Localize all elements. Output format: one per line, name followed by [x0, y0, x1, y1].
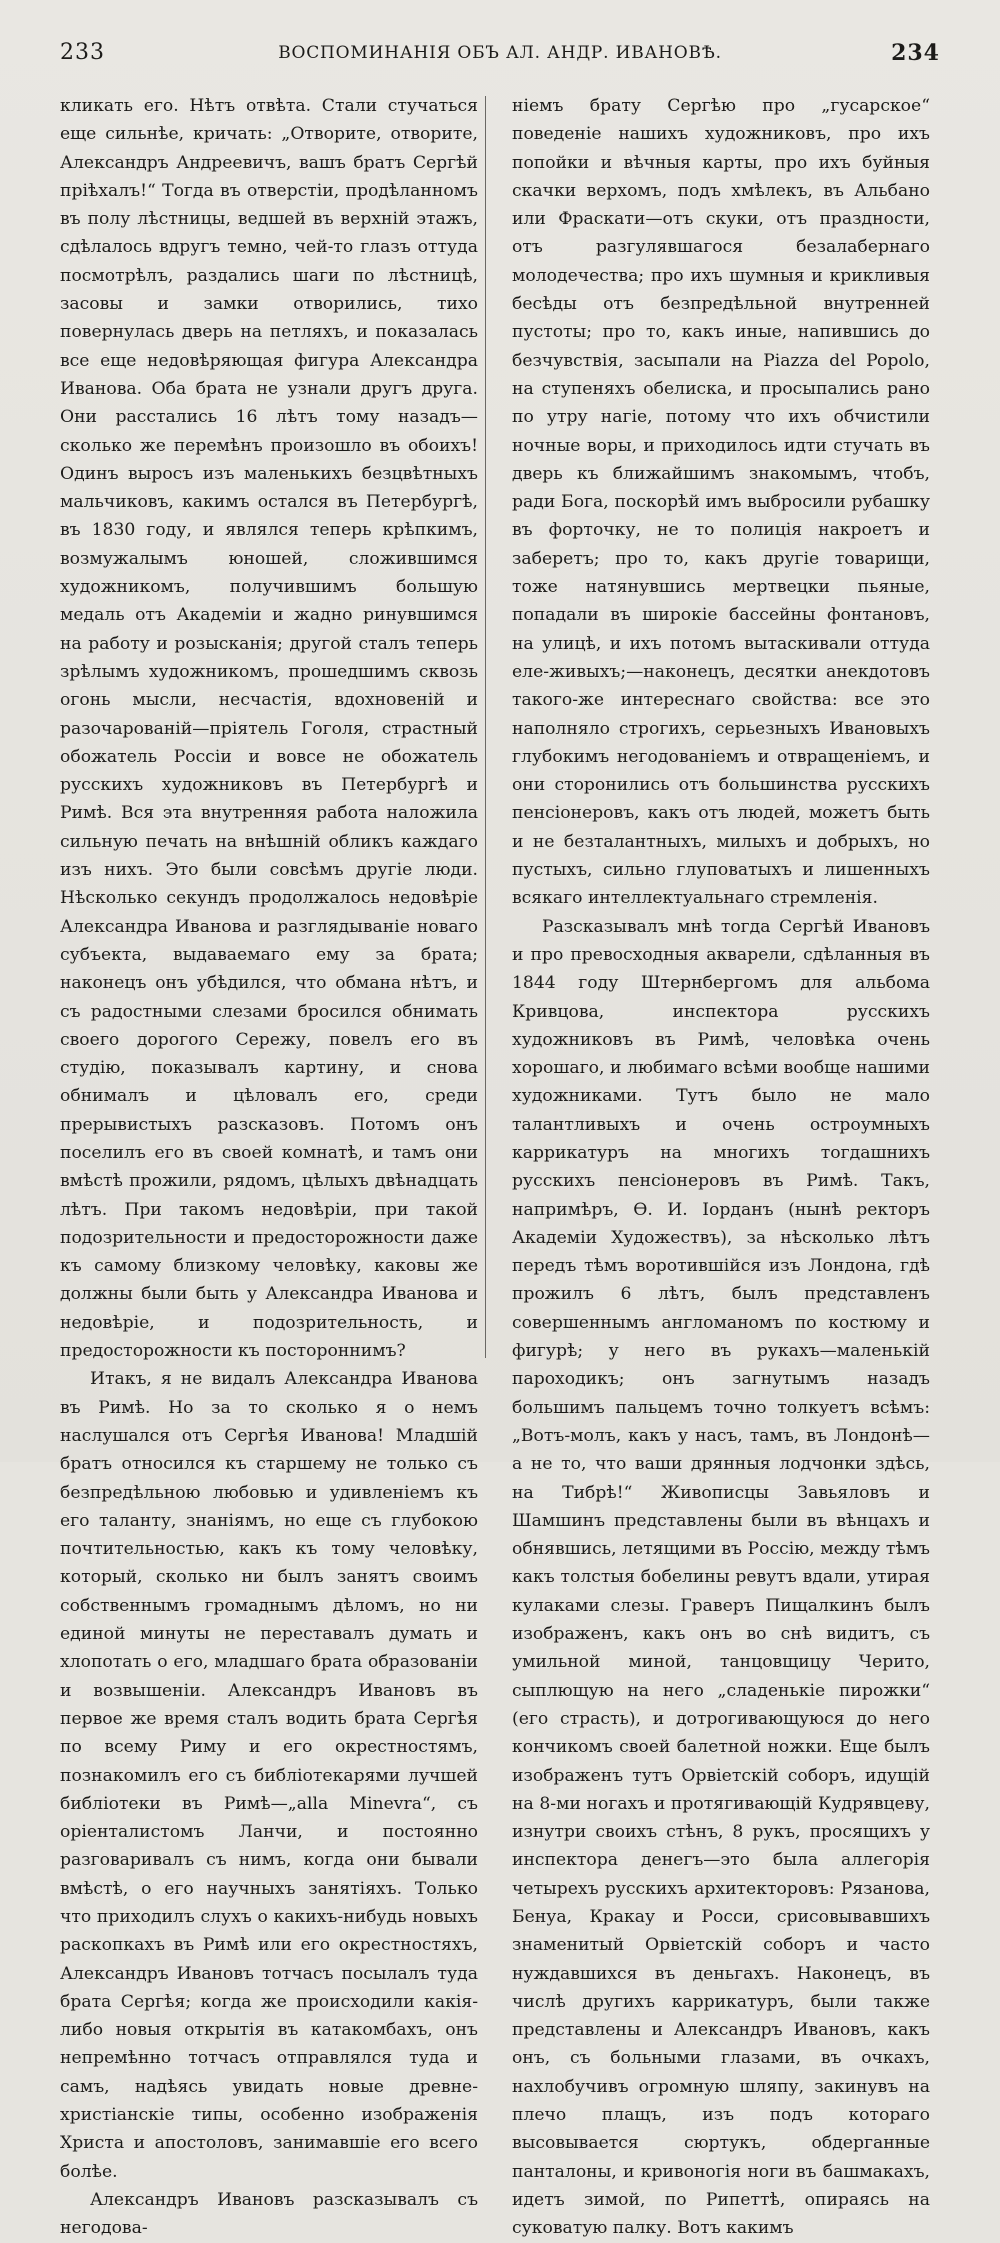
- right-paragraph-2: Разсказывалъ мнѣ тогда Сергѣй Ивановъ и про превосходныя акварели, сдѣланныя въ 1844 году Штернбергомъ для альбома Кривцова, инспектора русскихъ художниковъ въ Римѣ, человѣка очень хорошаго, и любимаго всѣми вообще нашими художниками. Тутъ было не мало талантливыхъ и очень остроумныхъ каррикатуръ на многихъ тогдашнихъ русскихъ пенсіонеровъ въ Римѣ. Такъ, напримѣръ, Ѳ. И. Іорданъ (нынѣ ректоръ Академіи Художествъ), за нѣсколько лѣтъ передъ тѣмъ воротившійся изъ Лондона, гдѣ прожилъ 6 лѣтъ, былъ представленъ совершеннымъ англоманомъ по костюму и фигурѣ; у него въ рукахъ—маленькій пароходикъ; онъ загнутымъ назадъ большимъ пальцемъ точно толкуетъ всѣмъ: „Вотъ-молъ, какъ у насъ, тамъ, въ Лондонѣ—а не то, что ваши дрянныя лодчонки здѣсь, на Тибрѣ!“ Живописцы Завьяловъ и Шамшинъ представлены были въ вѣнцахъ и обнявшись, летящими въ Россію, между тѣмъ какъ толстыя бобелины ревутъ вдали, утирая кулаками слезы. Граверъ Пищалкинъ былъ изображенъ, какъ онъ во снѣ видитъ, съ умильной миной, танцовщицу Черито, сыплющую на него „сладенькіе пирожки“ (его страсть), и дотрогивающуюся до него кончикомъ своей балетной ножки. Еще былъ изображенъ тутъ Орвіетскій соборъ, идущій на 8-ми ногахъ и протягивающій Кудрявцеву, изнутри своихъ стѣнъ, 8 рукъ, просящихъ у инспектора денегъ—это была аллегорія четырехъ русскихъ архитекторовъ: Рязанова, Бенуа, Кракау и Росси, срисовывавшихъ знаменитый Орвіетскій соборъ и часто нуждавшихся въ деньгахъ. Наконецъ, въ числѣ другихъ каррикатуръ, были также представлены и Александръ Ивановъ, какъ онъ, съ больными глазами, въ очкахъ, нахлобучивъ огромную шляпу, закинувъ на плечо плащъ, изъ подъ котораго высовывается сюртукъ, обдерганные панталоны, и кривоногія ноги въ башмакахъ, идетъ зимой, по Рипеттѣ, опираясь на суковатую палку. Вотъ какимъ: [512, 916, 930, 2239]
- right-column: [512, 92, 930, 2243]
- left-paragraph-3: Александръ Ивановъ разсказывалъ съ негодова-: [60, 2189, 478, 2239]
- left-paragraph-2: Итакъ, я не видалъ Александра Иванова въ Римѣ. Но за то сколько я о немъ наслушался отъ Сергѣя Иванова! Младшій братъ относился къ старшему не только съ безпредѣльною любовью и удивленіемъ къ его таланту, знаніямъ, но еще съ глубокою почтительностью, какъ къ тому человѣку, который, сколько ни былъ занятъ своимъ собственнымъ громаднымъ дѣломъ, но ни единой минуты не переставалъ думать и хлопотать о его, младшаго брата образованіи и возвышеніи. Александръ Ивановъ въ первое же время сталъ водить брата Сергѣя по всему Риму и его окрестностямъ, познакомилъ его съ библіотекарями лучшей библіотеки въ Римѣ—„alla Minevra“, съ оріенталистомъ Ланчи, и постоянно разговаривалъ съ нимъ, когда они бывали вмѣстѣ, о его научныхъ занятіяхъ. Только что приходилъ слухъ о какихъ-нибудь новыхъ раскопкахъ въ Римѣ или его окрестностяхъ, Александръ Ивановъ тотчасъ посылалъ туда брата Сергѣя; когда же происходили какія-либо новыя открытія въ катакомбахъ, онъ непремѣнно тотчасъ отправлялся туда и самъ, надѣясь увидать новые древне-христіанскіе типы, особенно изображенія Христа и апостоловъ, занимавшіе его всего болѣе.: [60, 1369, 478, 2182]
- left-column: [60, 92, 478, 2243]
- page-number-right: 234: [891, 40, 940, 66]
- column-divider: [485, 96, 486, 1358]
- page-number-left: 233: [60, 40, 105, 65]
- right-paragraph-1: ніемъ брату Сергѣю про „гусарское“ поведеніе нашихъ художниковъ, про ихъ попойки и вѣчныя карты, про ихъ буйныя скачки верхомъ, подъ хмѣлекъ, въ Альбано или Фраскати—отъ скуки, отъ праздности, отъ разгулявшагося безалабернаго молодечества; про ихъ шумныя и крикливыя бесѣды отъ безпредѣльной внутренней пустоты; про то, какъ иные, напившись до безчувствія, засыпали на Piazza del Popolo, на ступеняхъ обелиска, и просыпались рано по утру нагіе, потому что ихъ обчистили ночные воры, и приходилось идти стучать въ дверь къ ближайшимъ знакомымъ, чтобъ, ради Бога, поскорѣй имъ выбросили рубашку въ форточку, не то полиція накроетъ и заберетъ; про то, какъ другіе товарищи, тоже натянувшись мертвецки пьяные, попадали въ широкіе бассейны фонтановъ, на улицѣ, и ихъ потомъ вытаскивали оттуда еле-живыхъ;—наконецъ, десятки анекдотовъ такого-же интереснаго свойства: все это наполняло строгихъ, серьезныхъ Ивановыхъ глубокимъ негодованіемъ и отвращеніемъ, и они сторонились отъ большинства русскихъ пенсіонеровъ, какъ отъ людей, можетъ быть и не безталантныхъ, милыхъ и добрыхъ, но пустыхъ, сильно глуповатыхъ и лишенныхъ всякаго интеллектуальнаго стремленія.: [512, 96, 930, 909]
- running-header: [60, 40, 940, 70]
- running-title: ВОСПОМИНАНІЯ ОБЪ АЛ. АНДР. ИВАНОВѢ.: [278, 43, 722, 63]
- left-paragraph-1: кликать его. Нѣтъ отвѣта. Стали стучаться еще сильнѣе, кричать: „Отворите, отворите, Александръ Андреевичъ, вашъ братъ Сергѣй пріѣхалъ!“ Тогда въ отверстіи, продѣланномъ въ полу лѣстницы, ведшей въ верхній этажъ, сдѣлалось вдругъ темно, чей-то глазъ оттуда посмотрѣлъ, раздались шаги по лѣстницѣ, засовы и замки отворились, тихо повернулась дверь на петляхъ, и показалась все еще недовѣряющая фигура Александра Иванова. Оба брата не узнали другъ друга. Они расстались 16 лѣтъ тому назадъ—сколько же перемѣнъ произошло въ обоихъ! Одинъ выросъ изъ маленькихъ безцвѣтныхъ мальчиковъ, какимъ остался въ Петербургѣ, въ 1830 году, и являлся теперь крѣпкимъ, возмужалымъ юношей, сложившимся художникомъ, получившимъ большую медаль отъ Академіи и жадно ринувшимся на работу и розысканія; другой сталъ теперь зрѣлымъ художникомъ, прошедшимъ сквозь огонь мысли, несчастія, вдохновеній и разочарованій—пріятель Гоголя, страстный обожатель Россіи и вовсе не обожатель русскихъ художниковъ въ Петербургѣ и Римѣ. Вся эта внутренняя работа наложила сильную печать на внѣшній обликъ каждаго изъ нихъ. Это были совсѣмъ другіе люди. Нѣсколько секундъ продолжалось недовѣріе Александра Иванова и разглядываніе новаго субъекта, выдаваемаго ему за брата; наконецъ онъ убѣдился, что обмана нѣтъ, и съ радостными слезами бросился обнимать своего дорогого Сережу, повелъ его въ студію, показывалъ картину, и снова обнималъ и цѣловалъ его, среди прерывистыхъ разсказовъ. Потомъ онъ поселилъ его въ своей комнатѣ, и тамъ они вмѣстѣ прожили, рядомъ, цѣлыхъ двѣнадцать лѣтъ. При такомъ недовѣріи, при такой подозрительности и предосторожности даже къ самому близкому человѣку, каковы же должны были быть у Александра Иванова и недовѣріе, и подозрительность, и предосторожности къ постороннимъ?: [60, 96, 478, 1362]
